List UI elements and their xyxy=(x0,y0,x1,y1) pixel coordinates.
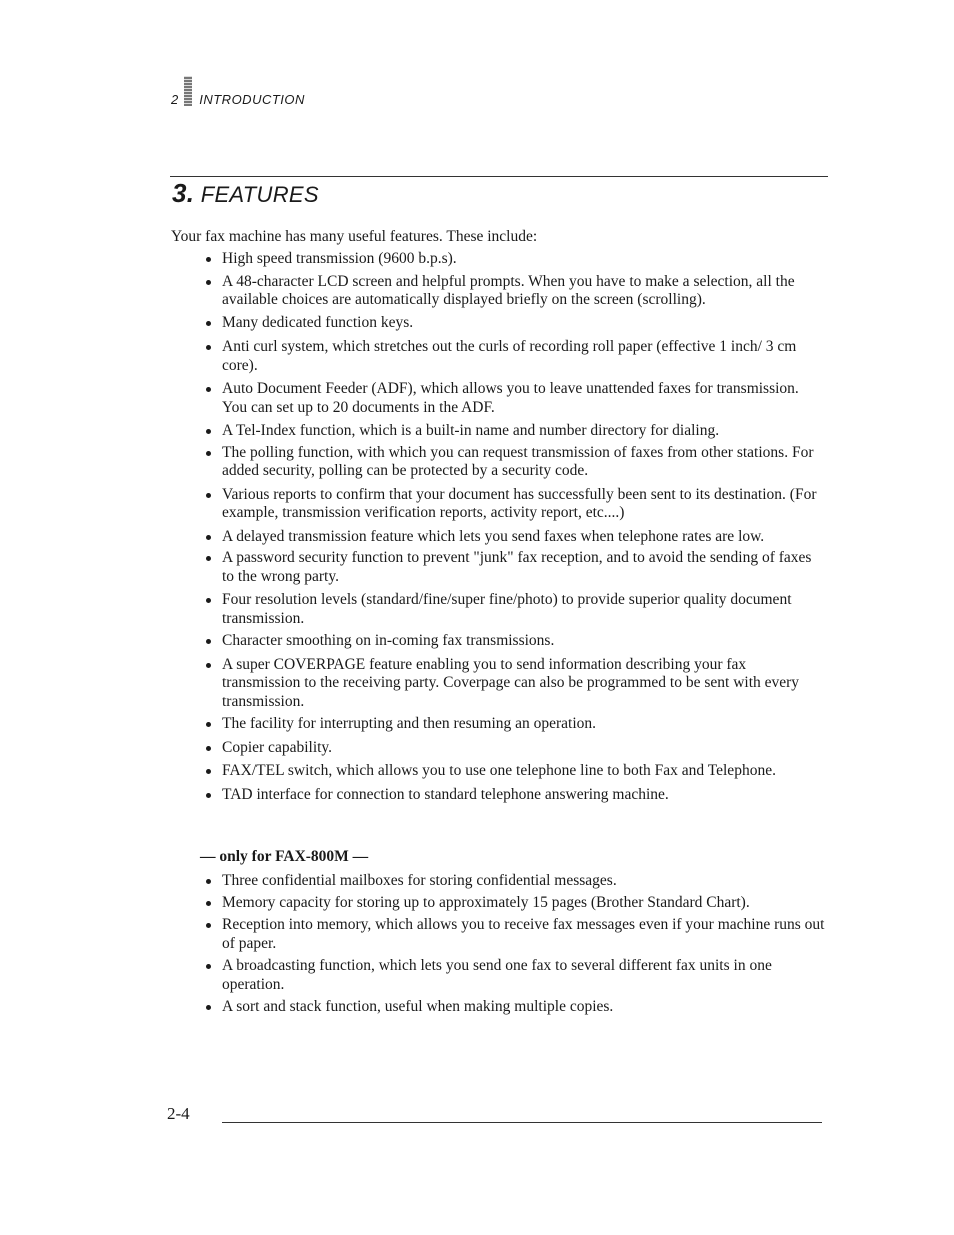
section-number: 3. xyxy=(172,178,195,208)
list-item: A delayed transmission feature which lets you send faxes when telephone rates are low. xyxy=(222,528,827,547)
list-item: High speed transmission (9600 b.p.s). xyxy=(222,250,827,269)
top-divider xyxy=(170,176,828,177)
header-bar-icon xyxy=(184,76,192,106)
fax800m-features-list xyxy=(222,872,827,1017)
list-item: FAX/TEL switch, which allows you to use one telephone line to both Fax and Telephone. xyxy=(222,762,827,781)
list-item: The polling function, with which you can request transmission of faxes from other stations. For added security, polling can be protected by a security code. xyxy=(222,444,827,481)
list-item: TAD interface for connection to standard telephone answering machine. xyxy=(222,786,827,805)
running-header xyxy=(171,76,305,106)
list-item: A broadcasting function, which lets you send one fax to several different fax units in one operation. xyxy=(222,957,827,994)
section-title-text: FEATURES xyxy=(200,182,319,207)
footer-page-number: 2-4 xyxy=(167,1104,190,1123)
list-item: Copier capability. xyxy=(222,739,827,758)
list-item: Character smoothing on in-coming fax transmissions. xyxy=(222,632,827,651)
list-item: The facility for interrupting and then resuming an operation. xyxy=(222,715,827,734)
section-title xyxy=(172,178,319,209)
list-item: A 48-character LCD screen and helpful prompts. When you have to make a selection, all the available choices are automatically displayed briefly on the screen (scrolling). xyxy=(222,273,827,310)
header-title: INTRODUCTION xyxy=(199,92,305,107)
footer-divider xyxy=(222,1122,822,1123)
list-item: Various reports to confirm that your document has successfully been sent to its destination. (For example, transmission verification reports, activity report, etc....) xyxy=(222,486,827,523)
list-item: Memory capacity for storing up to approximately 15 pages (Brother Standard Chart). xyxy=(222,894,827,913)
list-item: Reception into memory, which allows you to receive fax messages even if your machine runs out of paper. xyxy=(222,916,827,953)
list-item: Many dedicated function keys. xyxy=(222,314,827,333)
list-item: A password security function to prevent "junk" fax reception, and to avoid the sending of faxes to the wrong party. xyxy=(222,549,827,586)
list-item: A Tel-Index function, which is a built-in name and number directory for dialing. xyxy=(222,422,827,441)
features-list xyxy=(222,250,827,804)
list-item: Three confidential mailboxes for storing confidential messages. xyxy=(222,872,827,891)
fax800m-subheading: — only for FAX-800M — xyxy=(200,848,369,865)
list-item: A sort and stack function, useful when making multiple copies. xyxy=(222,998,827,1017)
list-item: A super COVERPAGE feature enabling you to send information describing your fax transmission to the receiving party. Coverpage can also be programmed to be sent with every transmission. xyxy=(222,656,827,712)
intro-text: Your fax machine has many useful features. These include: xyxy=(171,228,538,245)
list-item: Four resolution levels (standard/fine/super fine/photo) to provide superior quality document transmission. xyxy=(222,591,827,628)
list-item: Anti curl system, which stretches out the curls of recording roll paper (effective 1 inch/ 3 cm core). xyxy=(222,338,827,375)
list-item: Auto Document Feeder (ADF), which allows you to leave unattended faxes for transmission. You can set up to 20 documents in the ADF. xyxy=(222,380,827,417)
header-page-number: 2 xyxy=(171,92,179,107)
